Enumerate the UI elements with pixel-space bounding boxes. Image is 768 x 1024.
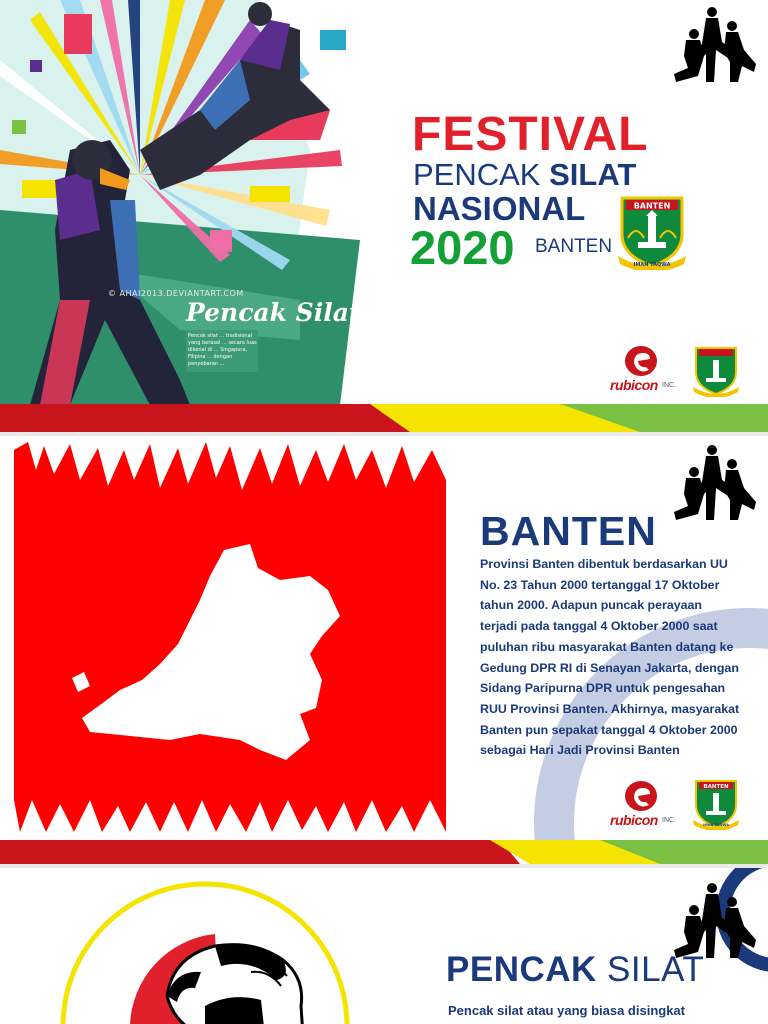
rubicon-logo	[610, 345, 680, 395]
art-script-title: Pencak Silat	[186, 298, 361, 327]
rubicon-wordmark: rubicon	[610, 377, 658, 393]
slide-pencak-silat	[0, 868, 768, 1024]
title-silat-word: SILAT	[549, 157, 637, 192]
rubicon-suffix: INC.	[662, 817, 676, 824]
heading-pencak-word: PENCAK	[446, 950, 608, 989]
pencak-silat-heading	[446, 950, 704, 990]
silat-emblem-icon	[55, 876, 355, 1024]
rubicon-logo-icon	[624, 780, 658, 812]
banten-crest-icon	[616, 194, 688, 270]
title-festival: FESTIVAL	[412, 108, 649, 161]
pop-art-fighter-illustration	[0, 0, 360, 405]
crest-bottom-text: IMAN TAQWA	[703, 823, 729, 827]
title-pencak-silat	[413, 157, 636, 193]
crest-bottom-text: IMAN TAQWA	[633, 262, 671, 268]
rubicon-logo-icon	[624, 345, 658, 377]
banten-map-icon	[10, 440, 450, 832]
silat-fighters-icon	[672, 444, 758, 522]
rubicon-wordmark: rubicon	[610, 812, 658, 828]
banten-crest-small-icon	[692, 345, 740, 397]
rubicon-suffix: INC.	[662, 382, 676, 389]
art-watermark: © AHAI2013.DEVIANTART.COM	[108, 289, 244, 298]
rubicon-logo	[610, 780, 680, 830]
slide-festival-title	[0, 0, 768, 432]
slide2-footer-stripe	[0, 840, 768, 864]
title-location: BANTEN	[535, 236, 613, 257]
title-pencak-word: PENCAK	[413, 157, 550, 192]
silat-fighters-icon	[672, 6, 758, 84]
banten-heading: BANTEN	[480, 508, 657, 554]
banten-crest-small-icon	[692, 778, 740, 830]
pencak-silat-body-text: Pencak silat atau yang biasa disingkat	[448, 1003, 685, 1018]
heading-silat-word: SILAT	[607, 950, 705, 989]
crest-top-text: BANTEN	[633, 201, 671, 211]
crest-top-text: BANTEN	[703, 784, 729, 790]
slide1-footer-stripe	[0, 404, 768, 432]
silat-fighters-icon	[672, 882, 758, 960]
title-nasional: NASIONAL	[413, 190, 586, 227]
title-year: 2020	[410, 221, 515, 274]
art-caption: Pencak silat ... tradisional yang berasal ... secara luas dikenal di ... Singapura, Filipina ... dengan penyebaran ...	[188, 333, 257, 367]
slide-banten	[0, 436, 768, 864]
banten-body-text: Provinsi Banten dibentuk berdasarkan UU No. 23 Tahun 2000 tertanggal 17 Oktober tahun 2000. Adapun puncak perayaan terjadi pada tanggal 4 Oktober 2000 saat puluhan ribu masyarakat Banten datang ke Gedung DPR RI di Senayan Jakarta, dengan Sidang Paripurna DPR untuk pengesahan RUU Provinsi Banten. Akhirnya, masyarakat Banten pun sepakat tanggal 4 Oktober 2000 sebagai Hari Jadi Provinsi Banten	[480, 557, 740, 758]
